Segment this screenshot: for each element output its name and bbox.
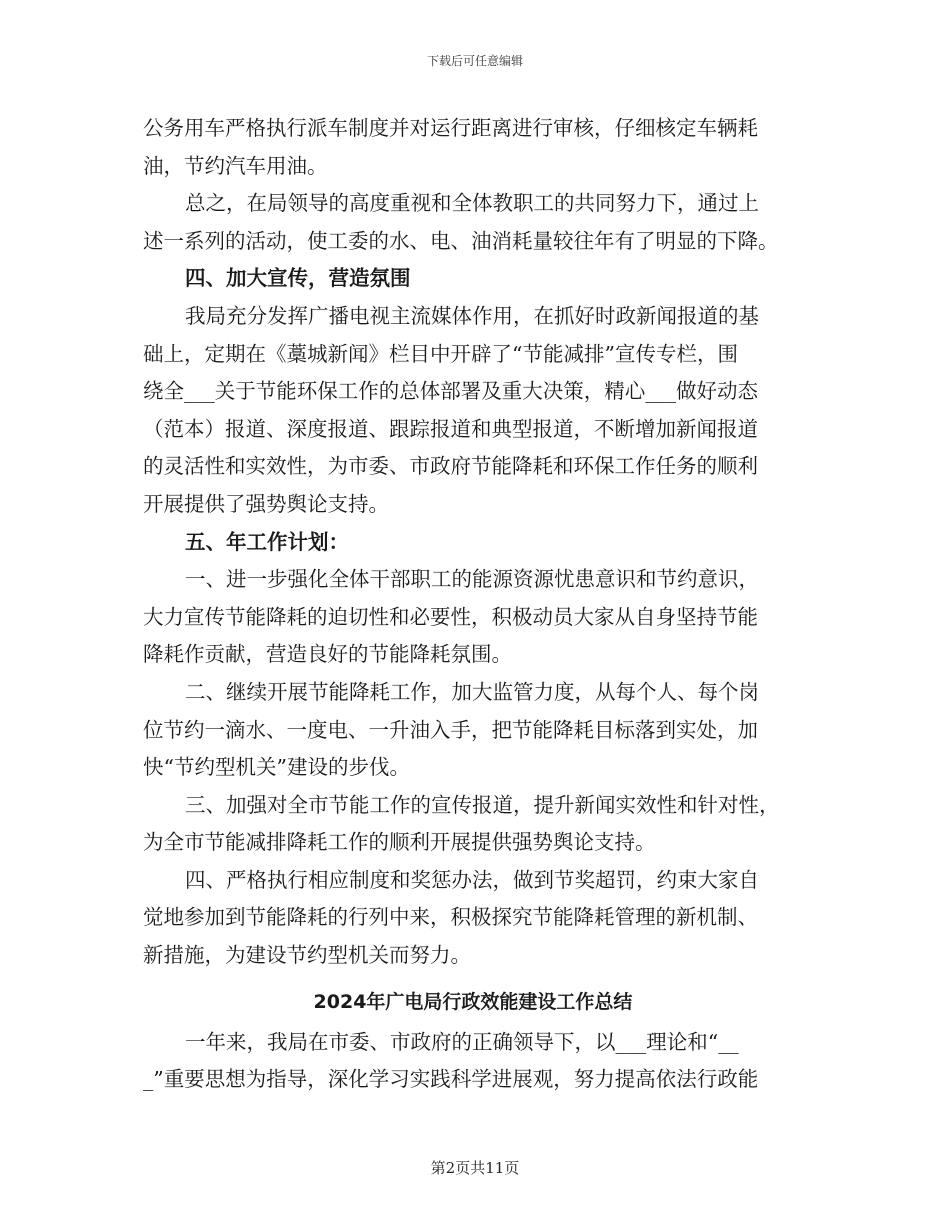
- text-line: 位节约一滴水、一度电、一升油入手，把节能降耗目标落到实处，加: [143, 717, 758, 742]
- text-line: 述一系列的活动，使工委的水、电、油消耗量较往年有了明显的下降。: [143, 228, 779, 253]
- section-heading: 五、年工作计划：: [185, 529, 349, 554]
- paragraph-block: [143, 110, 803, 975]
- text-line: 快“节约型机关”建设的步伐。: [143, 755, 410, 780]
- page-header: 下载后可任意编辑: [426, 54, 523, 68]
- text-line: 为全市节能减排降耗工作的顺利开展提供强势舆论支持。: [143, 830, 656, 855]
- text-line: 觉地参加到节能降耗的行列中来，积极探究节能降耗管理的新机制、: [143, 905, 758, 930]
- text-line: 的灵活性和实效性，为市委、市政府节能降耗和环保工作任务的顺利: [143, 454, 758, 479]
- text-line: （范本）报道、深度报道、跟踪报道和典型报道，不断增加新闻报道: [143, 416, 758, 441]
- text-line: 三、加强对全市节能工作的宣传报道，提升新闻实效性和针对性，: [185, 792, 780, 817]
- text-line: 开展提供了强势舆论支持。: [143, 491, 389, 516]
- text-line: 油，节约汽车用油。: [143, 153, 328, 178]
- page-footer: 第2页共11页: [430, 1159, 520, 1177]
- text-line: 我局充分发挥广播电视主流媒体作用，在抓好时政新闻报道的基: [185, 303, 759, 328]
- text-line: 二、继续开展节能降耗工作，加大监管力度，从每个人、每个岗: [185, 679, 759, 704]
- text-line: 四、严格执行相应制度和奖惩办法，做到节奖超罚，约束大家自: [185, 867, 759, 892]
- text-line: _”重要思想为指导，深化学习实践科学进展观，努力提高依法行政能: [143, 1067, 759, 1092]
- text-line: 新措施，为建设节约型机关而努力。: [143, 943, 471, 968]
- text-line: 总之，在局领导的高度重视和全体教职工的共同努力下，通过上: [185, 191, 759, 216]
- text-line: 公务用车严格执行派车制度并对运行距离进行审核，仔细核定车辆耗: [143, 116, 758, 140]
- text-line: 大力宣传节能降耗的迫切性和必要性，积极动员大家从自身坚持节能: [143, 604, 758, 629]
- text-line: 降耗作贡献，营造良好的节能降耗氛围。: [143, 642, 512, 667]
- text-line: 一年来，我局在市委、市政府的正确领导下，以___理论和“__: [185, 1029, 739, 1054]
- section-title: 2024年广电局行政效能建设工作总结: [313, 990, 633, 1013]
- document-body: [143, 110, 803, 1099]
- text-line: 础上，定期在《藁城新闻》栏目中开辟了“节能减排”宣传专栏，围: [143, 341, 738, 366]
- text-line: 一、进一步强化全体干部职工的能源资源忧患意识和节约意识，: [185, 567, 759, 592]
- paragraph-block: [143, 1024, 803, 1099]
- text-line: 绕全___关于节能环保工作的总体部署及重大决策，精心___做好动态: [143, 379, 758, 404]
- section-heading: 四、加大宣传，营造氛围: [185, 266, 411, 291]
